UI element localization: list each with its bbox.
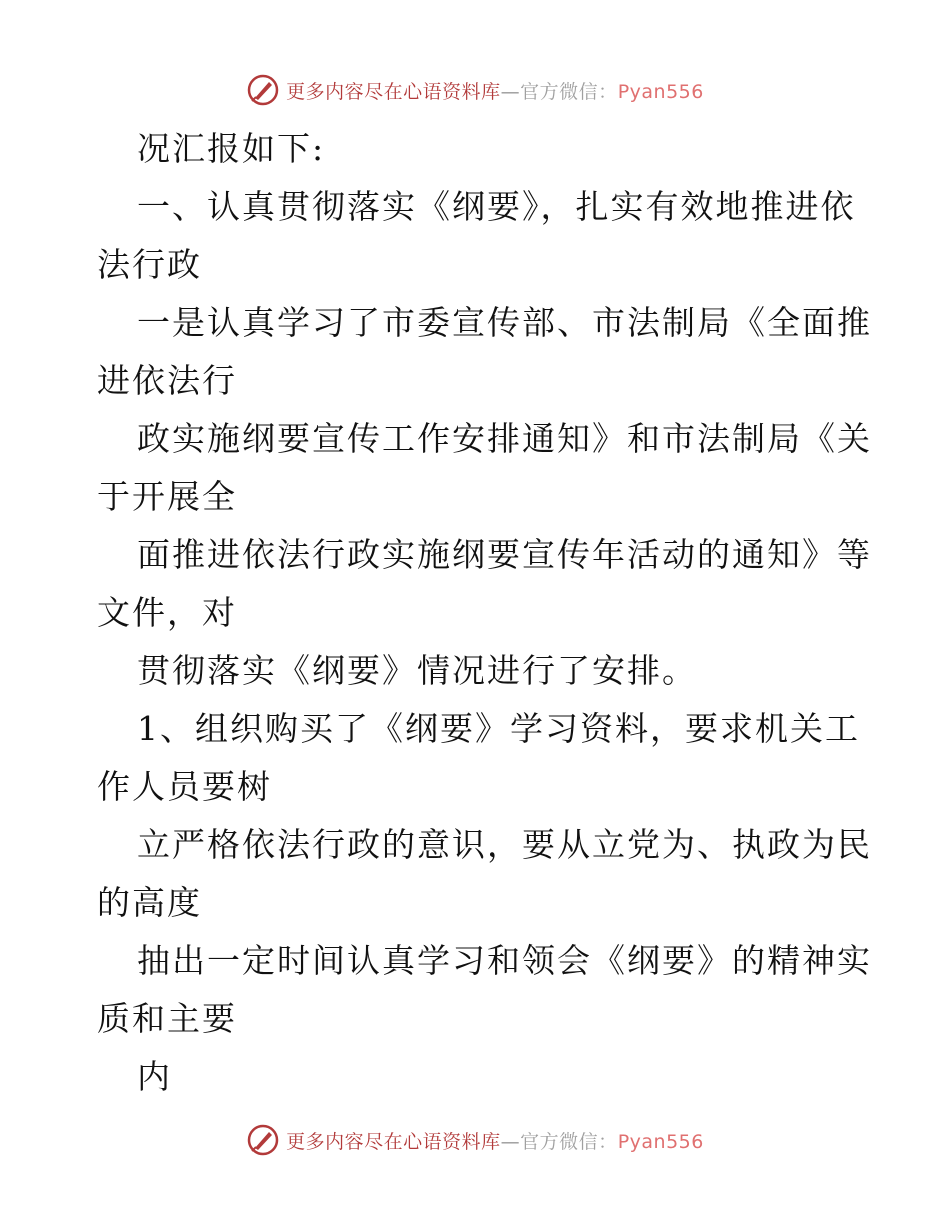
text-line: 政实施纲要宣传工作安排通知》和市法制局《关: [137, 419, 872, 458]
text-line: 作人员要树: [97, 767, 272, 806]
paragraph: [97, 700, 860, 816]
paragraph: [97, 120, 857, 178]
paragraph: [97, 526, 872, 642]
text-line: 文件，对: [97, 593, 237, 632]
text-line: 抽出一定时间认真学习和领会《纲要》的精神实: [137, 941, 872, 980]
text-line: 于开展全: [97, 477, 237, 516]
text-line: 1、组织购买了《纲要》学习资料，要求机关工: [137, 709, 860, 748]
text-line: 质和主要: [97, 999, 237, 1038]
quill-pen-icon: [246, 73, 280, 107]
text-line: 一是认真学习了市委宣传部、市法制局《全面推: [137, 303, 872, 342]
watermark-text: 更多内容尽在心语资料库—官方微信：Pyan556: [286, 1130, 704, 1153]
text-line: 的高度: [97, 883, 202, 922]
document-body: [97, 120, 872, 1106]
paragraph: [97, 410, 872, 526]
paragraph: [97, 932, 872, 1048]
text-line: 进依法行: [97, 361, 237, 400]
text-line: 面推进依法行政实施纲要宣传年活动的通知》等: [137, 535, 872, 574]
text-line: 一、认真贯彻落实《纲要》，扎实有效地推进依: [137, 187, 856, 226]
watermark-text: 更多内容尽在心语资料库—官方微信：Pyan556: [286, 80, 704, 103]
text-line: 立严格依法行政的意识，要从立党为、执政为民: [137, 825, 872, 864]
quill-pen-icon: [246, 1123, 280, 1157]
text-line: 法行政: [97, 245, 202, 284]
text-line: 况汇报如下:: [137, 129, 326, 168]
paragraph: [97, 178, 857, 294]
text-line: 贯彻落实《纲要》情况进行了安排。: [137, 651, 697, 690]
paragraph: [97, 1048, 857, 1106]
footer-watermark: [0, 1120, 950, 1160]
paragraph: [97, 294, 872, 410]
paragraph: [97, 642, 857, 700]
text-line: 内: [137, 1057, 172, 1096]
header-watermark: [0, 70, 950, 110]
paragraph: [97, 816, 872, 932]
